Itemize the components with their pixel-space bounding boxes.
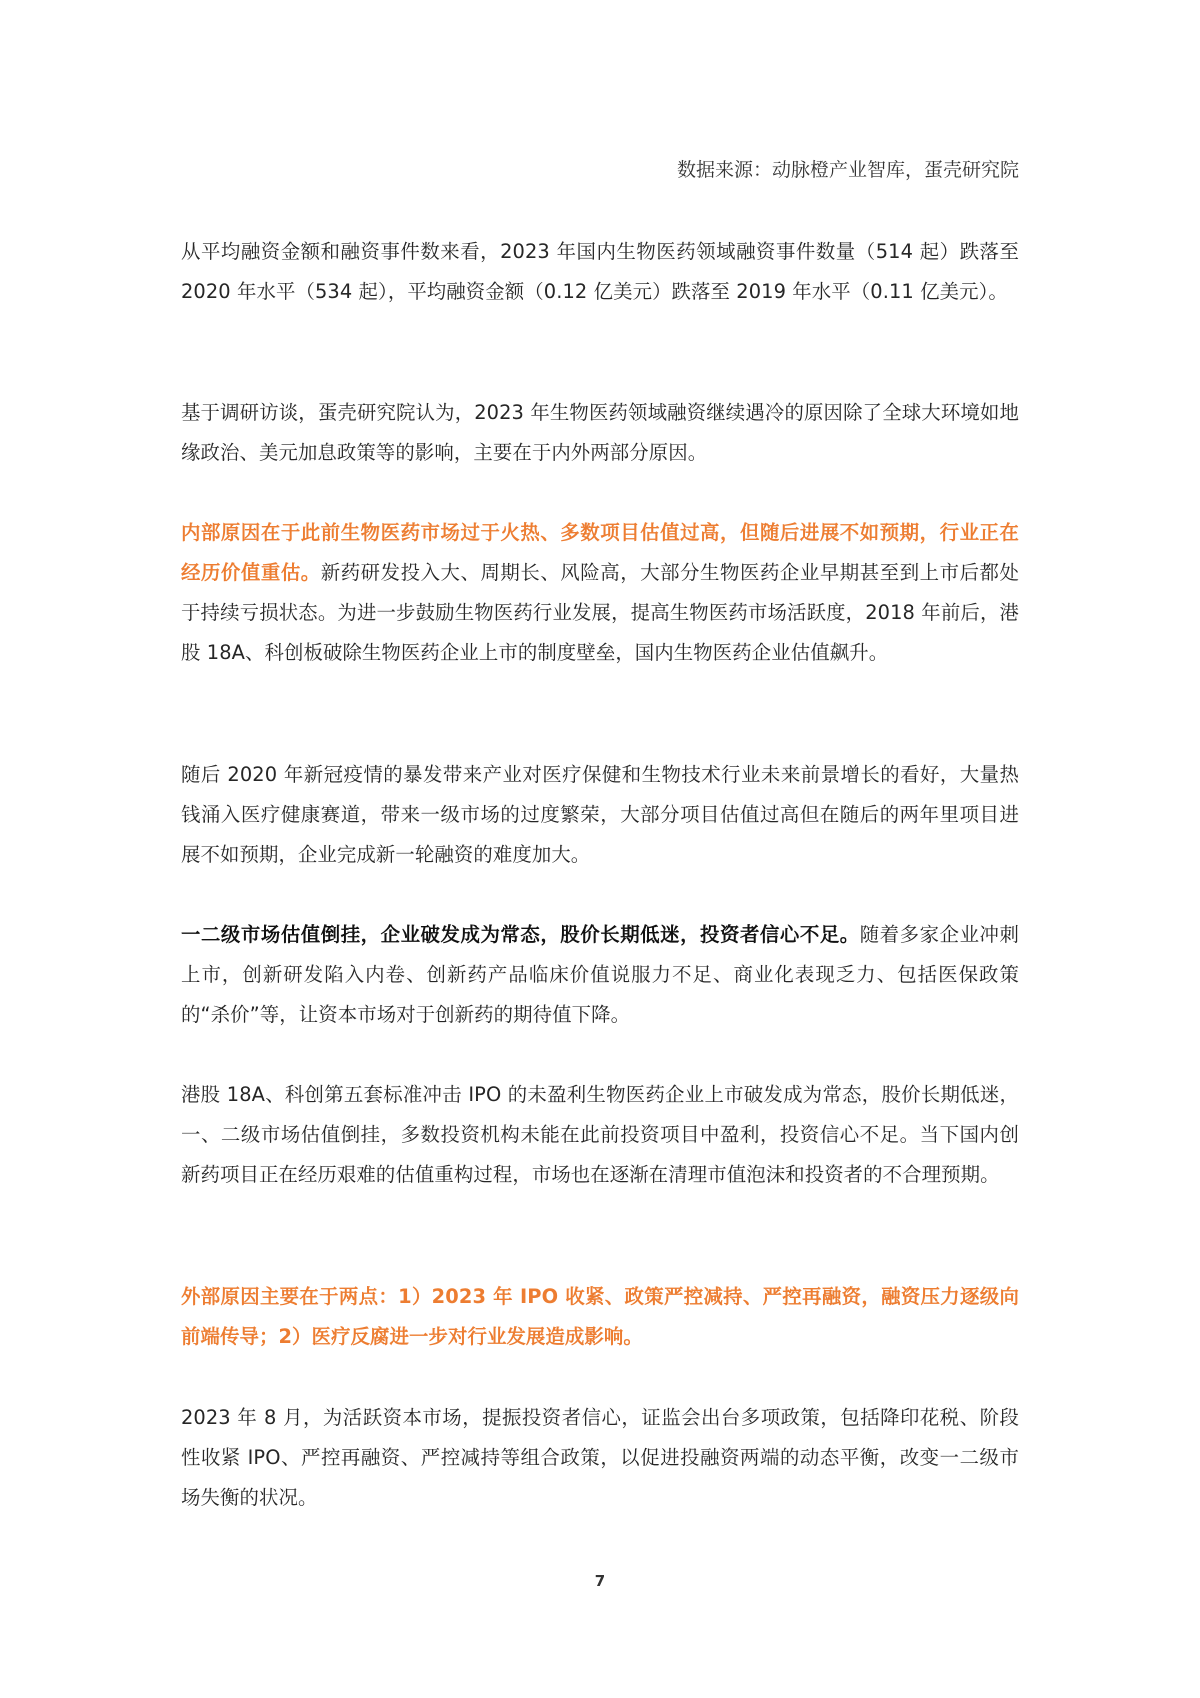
- paragraph-text: 新药研发投入大、周期长、风险高，大部分生物医药企业早期甚至到上市后都处于持续亏损状态。为进一步鼓励生物医药行业发展，提高生物医药市场活跃度，2018 年前后，港股 18A、科创板破除生物医药企业上市的制度壁垒，国内生物医药企业估值飙升。: [181, 561, 1020, 664]
- paragraph-covid-boom: [181, 755, 1019, 875]
- highlight-internal-reason: 内部原因在于此前生物医药市场过于火热、多数项目估值过高，但随后进展不如预期，行业正在经历价值重估。: [181, 521, 1019, 584]
- highlight-valuation-inversion: 一二级市场估值倒挂，企业破发成为常态，股价长期低迷，投资者信心不足。: [181, 923, 860, 946]
- paragraph-text: 从平均融资金额和融资事件数来看，2023 年国内生物医药领域融资事件数量（514 起）跌落至 2020 年水平（534 起），平均融资金额（0.12 亿美元）跌落至 2019 年水平（0.11 亿美元）。: [181, 240, 1019, 303]
- paragraph-text: 2023 年 8 月，为活跃资本市场，提振投资者信心，证监会出台多项政策，包括降印花税、阶段性收紧 IPO、严控再融资、严控减持等组合政策，以促进投融资两端的动态平衡，改变一二级市场失衡的状况。: [181, 1406, 1019, 1509]
- paragraph-csrc-policy: [181, 1398, 1019, 1518]
- data-source-note: 数据来源：动脉橙产业智库，蛋壳研究院: [676, 159, 1019, 181]
- paragraph-research-view: [181, 393, 1019, 473]
- paragraph-text: 基于调研访谈，蛋壳研究院认为，2023 年生物医药领域融资继续遇冷的原因除了全球大环境如地缘政治、美元加息政策等的影响，主要在于内外两部分原因。: [181, 401, 1019, 464]
- paragraph-external-reason: [181, 1277, 1019, 1357]
- paragraph-ipo-break: [181, 1075, 1019, 1195]
- paragraph-text: 港股 18A、科创第五套标准冲击 IPO 的未盈利生物医药企业上市破发成为常态，股价长期低迷，一、二级市场估值倒挂，多数投资机构未能在此前投资项目中盈利，投资信心不足。当下国内创新药项目正在经历艰难的估值重构过程，市场也在逐渐在清理市值泡沫和投资者的不合理预期。: [181, 1083, 1019, 1186]
- paragraph-valuation-inversion: [181, 915, 1019, 1035]
- paragraph-internal-reason: [181, 513, 1019, 673]
- highlight-external-reason: 外部原因主要在于两点：1）2023 年 IPO 收紧、政策严控减持、严控再融资，融资压力逐级向前端传导；2）医疗反腐进一步对行业发展造成影响。: [181, 1285, 1019, 1348]
- paragraph-financing-stats: [181, 232, 1019, 312]
- paragraph-text: 随着多家企业冲刺上市，创新研发陷入内卷、创新药产品临床价值说服力不足、商业化表现乏力、包括医保政策的“杀价”等，让资本市场对于创新药的期待值下降。: [181, 923, 1019, 1026]
- page-number: 7: [594, 1572, 606, 1590]
- paragraph-text: 随后 2020 年新冠疫情的暴发带来产业对医疗保健和生物技术行业未来前景增长的看好，大量热钱涌入医疗健康赛道，带来一级市场的过度繁荣，大部分项目估值过高但在随后的两年里项目进展不如预期，企业完成新一轮融资的难度加大。: [181, 763, 1019, 866]
